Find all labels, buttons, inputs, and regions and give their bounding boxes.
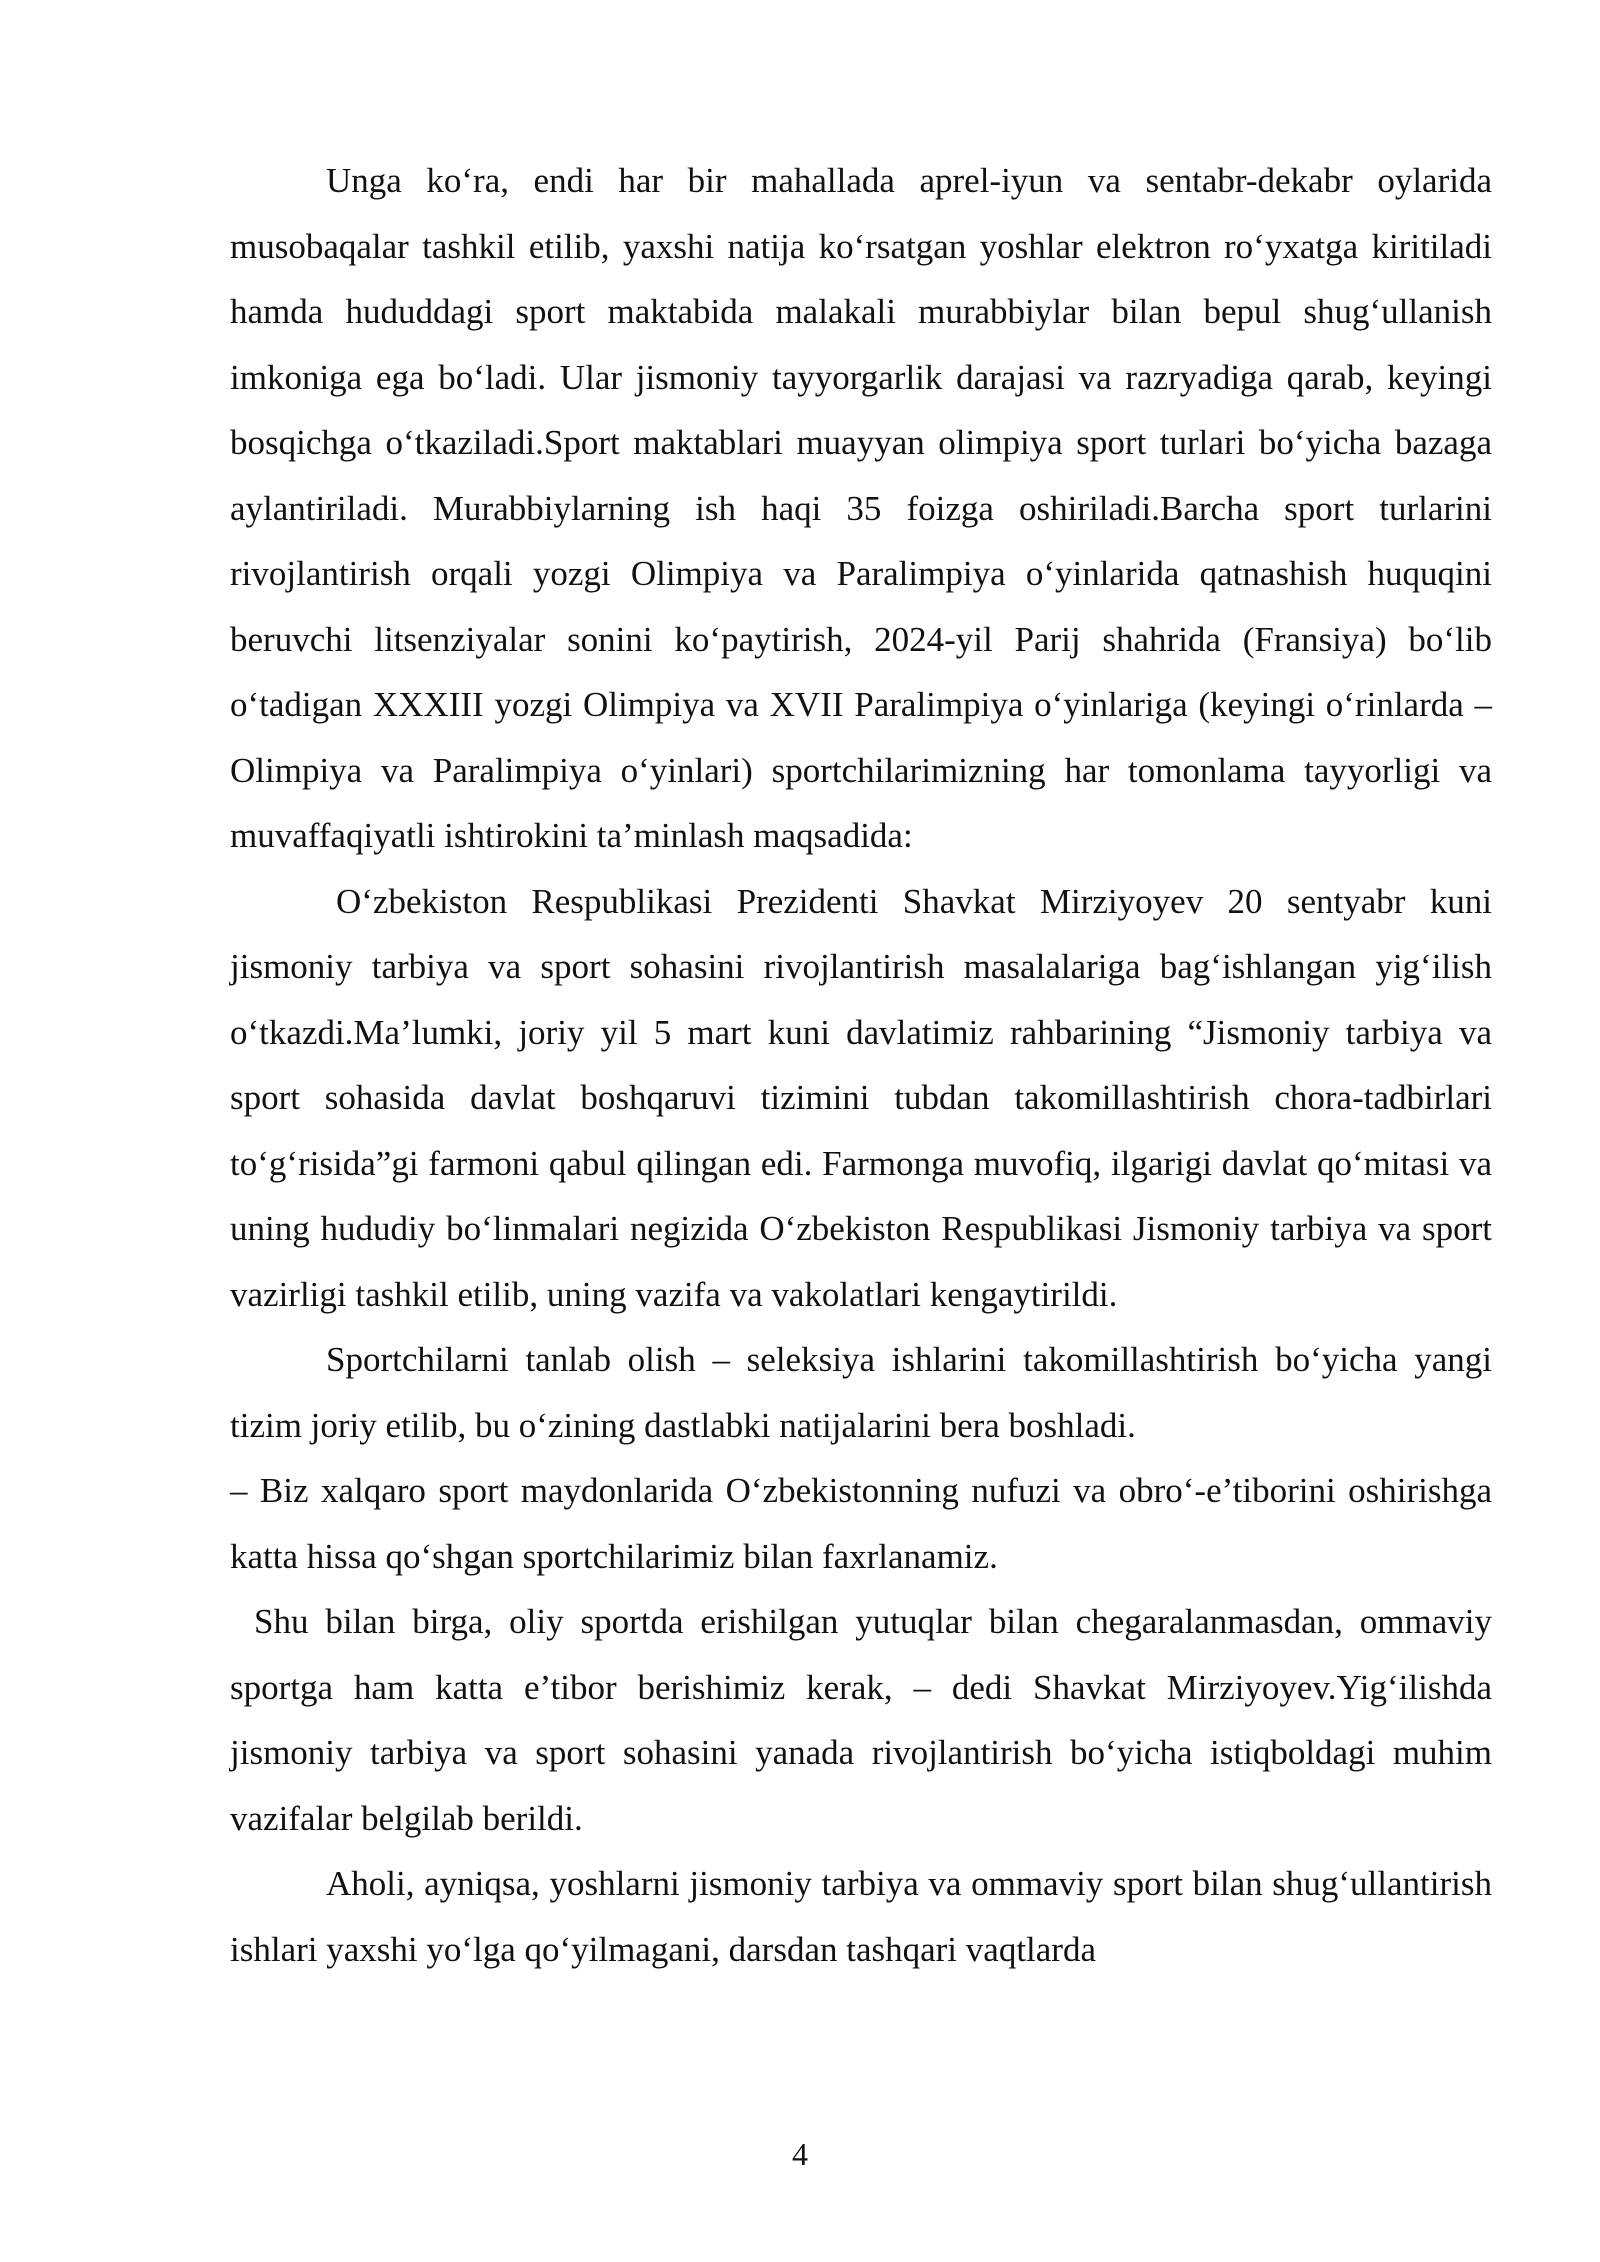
paragraph-youth-sport: Aholi, ayniqsa, yoshlarni jismoniy tarbiya va ommaviy sport bilan shug‘ullantirish ishlari yaxshi yo‘lga qo‘yilmagani, darsdan tashqari vaqtlarda <box>230 1864 1492 1969</box>
paragraph-mahalla-competitions: Unga ko‘ra, endi har bir mahallada aprel-iyun va sentabr-dekabr oylarida musobaqalar tashkil etilib, yaxshi natija ko‘rsatgan yoshlar elektron ro‘yxatga kiritiladi hamda hududdagi sport maktabida malakali murabbiylar bilan bepul shug‘ullanish imkoniga ega bo‘ladi. Ular jismoniy tayyorgarlik darajasi va razryadiga qarab, keyingi bosqichga o‘tkaziladi.Sport maktablari muayyan olimpiya sport turlari bo‘yicha bazaga aylantiriladi. Murabbiylarning ish haqi 35 foizga oshiriladi.Barcha sport turlarini rivojlantirish orqali yozgi Olimpiya va Paralimpiya o‘yinlarida qatnashish huquqini beruvchi litsenziyalar sonini ko‘paytirish, 2024-yil Parij shahrida (Fransiya) bo‘lib o‘tadigan XXXIII yozgi Olimpiya va XVII Paralimpiya o‘yinlariga (keyingi o‘rinlarda – Olimpiya va Paralimpiya o‘yinlari) sportchilarimizning har tomonlama tayyorligi va muvaffaqiyatli ishtirokini ta’minlash maqsadida: <box>230 161 1492 855</box>
document-page <box>230 148 1492 1982</box>
paragraph-selection-system: Sportchilarni tanlab olish – seleksiya ishlarini takomillashtirish bo‘yicha yangi tizim joriy etilib, bu o‘zining dastlabki natijalarini bera boshladi. <box>230 1340 1492 1445</box>
page-number: 4 <box>792 2136 808 2172</box>
paragraph-mass-sport: Shu bilan birga, oliy sportda erishilgan yutuqlar bilan chegaralanmasdan, ommaviy sportga ham katta e’tibor berishimiz kerak, – dedi Shavkat Mirziyoyev.Yig‘ilishda jismoniy tarbiya va sport sohasini yanada rivojlantirish bo‘yicha istiqboldagi muhim vazifalar belgilab berildi. <box>230 1602 1492 1838</box>
paragraph-quote-pride: – Biz xalqaro sport maydonlarida O‘zbekistonning nufuzi va obro‘-e’tiborini oshirishga katta hissa qo‘shgan sportchilarimiz bilan faxrlanamiz. <box>230 1471 1492 1576</box>
paragraph-president-meeting: O‘zbekiston Respublikasi Prezidenti Shavkat Mirziyoyev 20 sentyabr kuni jismoniy tarbiya va sport sohasini rivojlantirish masalalariga bag‘ishlangan yig‘ilish o‘tkazdi.Ma’lumki, joriy yil 5 mart kuni davlatimiz rahbarining “Jismoniy tarbiya va sport sohasida davlat boshqaruvi tizimini tubdan takomillashtirish chora-tadbirlari to‘g‘risida”gi farmoni qabul qilingan edi. Farmonga muvofiq, ilgarigi davlat qo‘mitasi va uning hududiy bo‘linmalari negizida O‘zbekiston Respublikasi Jismoniy tarbiya va sport vazirligi tashkil etilib, uning vazifa va vakolatlari kengaytirildi. <box>230 881 1492 1314</box>
